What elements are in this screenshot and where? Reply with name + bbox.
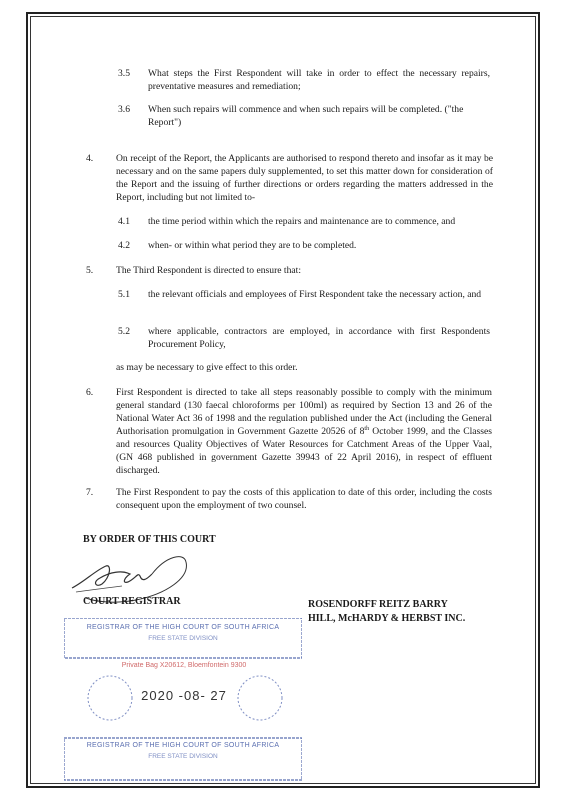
item-number: 5.1: [118, 289, 130, 300]
stamp-date: 2020 -08- 27: [141, 688, 227, 703]
attorneys-block: [308, 598, 465, 626]
item-number: 7.: [86, 487, 94, 498]
item-text: On receipt of the Report, the Applicants are authorised to respond thereto and insofar as it may be necessary and on the same papers duly supplemented, to set this matter down for consideration of the Report and the issuing of further directions or orders regarding the matters addressed in the Report, including but not limited to-: [116, 153, 493, 203]
registrar-label: COURT REGISTRAR: [83, 596, 181, 607]
court-date-stamp: [64, 618, 302, 788]
item-number: 4.2: [118, 240, 130, 251]
item-text: The First Respondent to pay the costs of this application to date of this order, including the costs consequent upon the employment of two counsel.: [116, 487, 492, 511]
item-number: 4.: [86, 153, 94, 164]
stamp-top-line: REGISTRAR OF THE HIGH COURT OF SOUTH AFRICA: [86, 624, 280, 631]
item-text: where applicable, contractors are employed, in accordance with first Respondents Procurement Policy,: [148, 326, 490, 350]
attorneys-line: HILL, McHARDY & HERBST INC.: [308, 613, 466, 624]
item-number: 6.: [86, 387, 94, 398]
item-number: 3.6: [118, 104, 130, 115]
order-heading: BY ORDER OF THIS COURT: [83, 534, 216, 545]
item-text: The Third Respondent is directed to ensure that:: [116, 265, 301, 276]
item-text: When such repairs will commence and when such repairs will be completed. ("the Report"): [148, 104, 464, 128]
item-number: 5.: [86, 265, 94, 276]
stamp-top-sub: FREE STATE DIVISION: [148, 635, 218, 642]
continuation-text: as may be necessary to give effect to this order.: [116, 362, 298, 373]
item-number: 4.1: [118, 216, 130, 227]
item-text: First Respondent is directed to take all steps reasonably possible to comply with the minimum general standard (130 faecal chloroforms per 100ml) as required by Section 13 and 26 of the National Water Act 36 of 1998 and the regulation published under the Act (including the General Authorisation promulgation in Government Gazette 20526 of 8th October 1999, and the Classes and resources Quality Objectives of Water Resources for Catchment Areas of the Upper Vaal, (GN 468 published in government Gazette 39943 of 22 April 2016), in respect of effluent discharged.: [116, 387, 492, 476]
item-text: the time period within which the repairs and maintenance are to commence, and: [148, 216, 456, 227]
item-number: 5.2: [118, 326, 130, 337]
stamp-frame: [64, 618, 302, 788]
stamp-bottom-line: REGISTRAR OF THE HIGH COURT OF SOUTH AFRICA: [86, 742, 280, 749]
item-text: when- or within what period they are to be completed.: [148, 240, 357, 251]
item-text: What steps the First Respondent will take in order to effect the necessary repairs, preventative measures and remediation;: [148, 68, 490, 92]
attorneys-line: ROSENDORFF REITZ BARRY: [308, 599, 448, 610]
item-text: the relevant officials and employees of First Respondent take the necessary action, and: [148, 289, 482, 300]
stamp-address: Private Bag X20612, Bloemfontein 9300: [121, 662, 247, 669]
item-number: 3.5: [118, 68, 130, 79]
stamp-bottom-sub: FREE STATE DIVISION: [148, 753, 218, 760]
